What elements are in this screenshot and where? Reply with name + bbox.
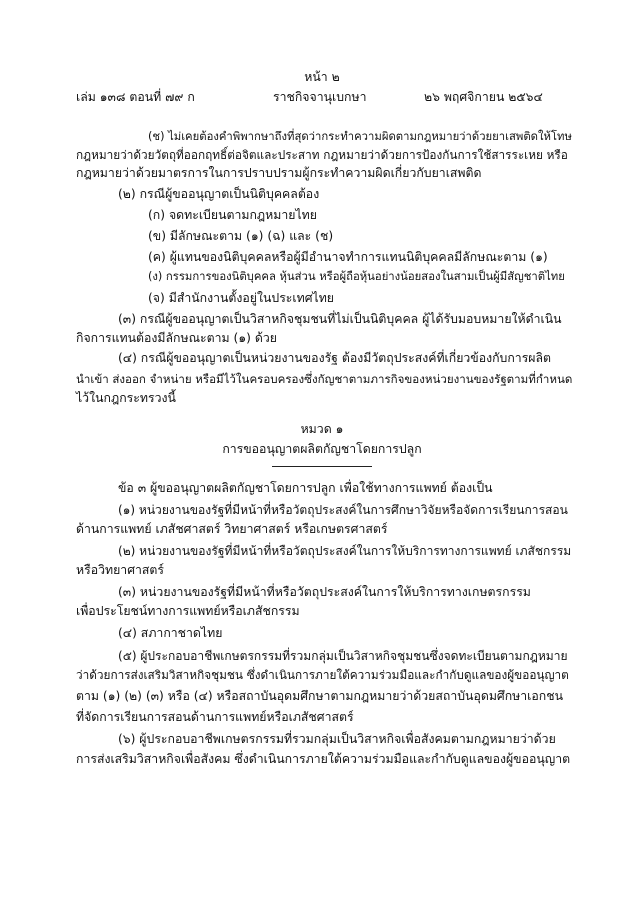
body-line: (ช) ไม่เคยต้องคำพิพากษาถึงที่สุดว่ากระทำความผิดตามกฎหมายว่าด้วยยาเสพติดให้โทษ xyxy=(148,130,572,143)
body-line: (จ) มีสำนักงานตั้งอยู่ในประเทศไทย xyxy=(148,291,335,305)
body-line: ที่จัดการเรียนการสอนด้านการแพทย์หรือเภสัชศาสตร์ xyxy=(76,710,354,724)
body-line: ตาม (๑) (๒) (๓) หรือ (๔) หรือสถาบันอุดมศึกษาตามกฎหมายว่าด้วยสถาบันอุดมศึกษาเอกชน xyxy=(76,689,563,703)
body-line: (๒) กรณีผู้ขออนุญาตเป็นนิติบุคคลต้อง xyxy=(118,187,320,201)
body-line: (๔) กรณีผู้ขออนุญาตเป็นหน่วยงานของรัฐ ต้องมีวัตถุประสงค์ที่เกี่ยวข้องกับการผลิต xyxy=(118,351,552,365)
body-line: ด้านการแพทย์ เภสัชศาสตร์ วิทยาศาสตร์ หรือเกษตรศาสตร์ xyxy=(76,522,388,536)
body-line: (๒) หน่วยงานของรัฐที่มีหน้าที่หรือวัตถุประสงค์ในการให้บริการทางการแพทย์ เภสัชกรรม xyxy=(118,544,572,558)
body-line: เพื่อประโยชน์ทางการแพทย์หรือเภสัชกรรม xyxy=(76,604,300,618)
body-line: (ง) กรรมการของนิติบุคคล หุ้นส่วน หรือผู้ถือหุ้นอย่างน้อยสองในสามเป็นผู้มีสัญชาติไทย xyxy=(148,270,565,283)
body-line: หรือวิทยาศาสตร์ xyxy=(76,563,165,577)
body-line: ข้อ ๓ ผู้ขออนุญาตผลิตกัญชาโดยการปลูก เพื่อใช้ทางการแพทย์ ต้องเป็น xyxy=(118,481,493,495)
body-line: กิจการแทนต้องมีลักษณะตาม (๑) ด้วย xyxy=(76,331,277,345)
page-number: หน้า ๒ xyxy=(304,70,340,84)
gazette-name: ราชกิจจานุเบกษา xyxy=(273,90,367,104)
body-line: (๖) ผู้ประกอบอาชีพเกษตรกรรมที่รวมกลุ่มเป็นวิสาหกิจเพื่อสังคมตามกฎหมายว่าด้วย xyxy=(118,732,556,746)
body-line: นำเข้า ส่งออก จำหน่าย หรือมีไว้ในครอบครองซึ่งกัญชาตามภารกิจของหน่วยงานของรัฐตามที่กำหนด xyxy=(76,372,573,386)
body-line: (๔) สภากาชาดไทย xyxy=(118,626,223,640)
body-line: (๓) กรณีผู้ขออนุญาตเป็นวิสาหกิจชุมชนที่ไม่เป็นนิติบุคคล ผู้ได้รับมอบหมายให้ดำเนิน xyxy=(118,312,562,326)
section-title: หมวด ๑ xyxy=(300,422,344,436)
body-line: (๑) หน่วยงานของรัฐที่มีหน้าที่หรือวัตถุประสงค์ในการศึกษาวิจัยหรือจัดการเรียนการสอน xyxy=(118,503,568,517)
body-line: (๕) ผู้ประกอบอาชีพเกษตรกรรมที่รวมกลุ่มเป็นวิสาหกิจชุมชนซึ่งจดทะเบียนตามกฎหมาย xyxy=(118,649,568,663)
section-divider xyxy=(272,466,372,467)
body-line: กฎหมายว่าด้วยมาตรการในการปราบปรามผู้กระทำความผิดเกี่ยวกับยาเสพติด xyxy=(76,166,482,180)
body-line: ไว้ในกฎกระทรวงนี้ xyxy=(76,391,176,405)
volume-issue: เล่ม ๑๓๘ ตอนที่ ๗๙ ก xyxy=(76,90,195,104)
body-line: (ข) มีลักษณะตาม (๑) (ฉ) และ (ช) xyxy=(148,229,334,243)
section-subtitle: การขออนุญาตผลิตกัญชาโดยการปลูก xyxy=(222,442,422,456)
publication-date: ๒๖ พฤศจิกายน ๒๕๖๔ xyxy=(424,90,543,104)
body-line: การส่งเสริมวิสาหกิจเพื่อสังคม ซึ่งดำเนินการภายใต้ความร่วมมือและกำกับดูแลของผู้ขออนุญาต xyxy=(76,752,571,766)
body-line: (๓) หน่วยงานของรัฐที่มีหน้าที่หรือวัตถุประสงค์ในการให้บริการทางเกษตรกรรม xyxy=(118,585,531,599)
body-line: กฎหมายว่าด้วยวัตถุที่ออกฤทธิ์ต่อจิตและประสาท กฎหมายว่าด้วยการป้องกันการใช้สารระเหย หรือ xyxy=(76,148,568,162)
body-line: ว่าด้วยการส่งเสริมวิสาหกิจชุมชน ซึ่งดำเนินการภายใต้ความร่วมมือและกำกับดูแลของผู้ขออนุญาต xyxy=(76,668,569,682)
body-line: (ค) ผู้แทนของนิติบุคคลหรือผู้มีอำนาจทำการแทนนิติบุคคลมีลักษณะตาม (๑) xyxy=(148,250,548,264)
body-line: (ก) จดทะเบียนตามกฎหมายไทย xyxy=(148,208,317,222)
